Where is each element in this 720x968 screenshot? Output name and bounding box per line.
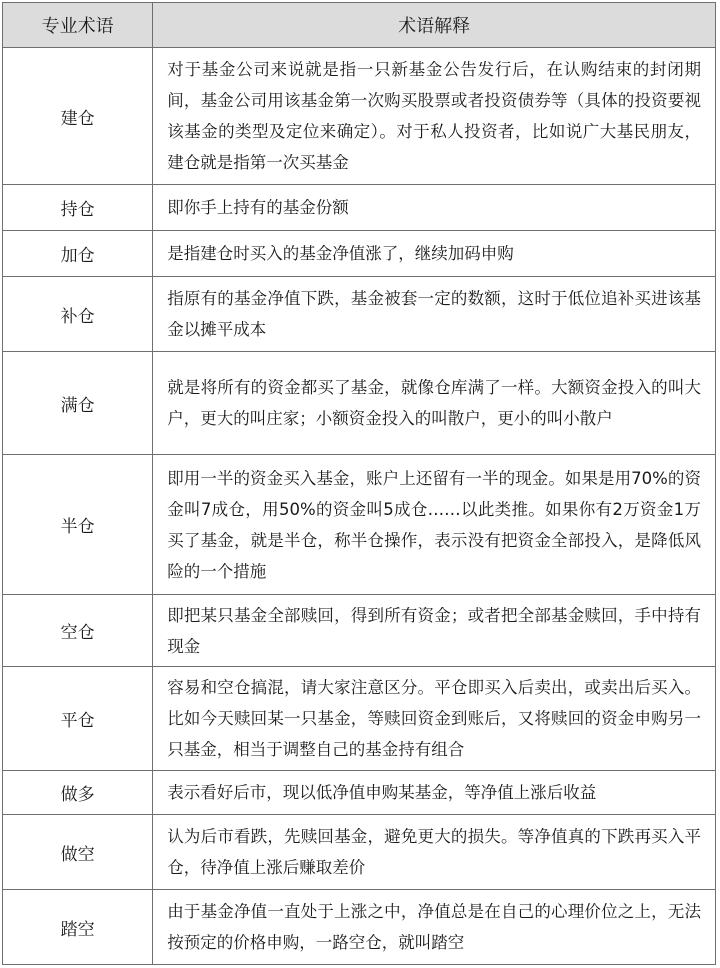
term-cell: 加仓 (3, 231, 153, 277)
definition-cell: 即你手上持有的基金份额 (153, 185, 716, 231)
term-cell: 半仓 (3, 455, 153, 595)
table-row (3, 455, 716, 595)
term-cell: 补仓 (3, 277, 153, 352)
definition-cell: 指原有的基金净值下跌，基金被套一定的数额，这时于低位追补买进该基金以摊平成本 (153, 277, 716, 352)
table-body (3, 48, 716, 965)
definition-cell: 即把某只基金全部赎回，得到所有资金；或者把全部基金赎回，手中持有现金 (153, 595, 716, 667)
definition-cell: 是指建仓时买入的基金净值涨了，继续加码申购 (153, 231, 716, 277)
term-cell: 持仓 (3, 185, 153, 231)
table-row (3, 352, 716, 455)
table-row (3, 48, 716, 185)
term-cell: 做多 (3, 771, 153, 815)
header-term: 专业术语 (3, 3, 153, 48)
table-row (3, 667, 716, 771)
table-header (3, 3, 716, 48)
table-row (3, 815, 716, 890)
term-cell: 做空 (3, 815, 153, 890)
header-row (3, 3, 716, 48)
term-cell: 建仓 (3, 48, 153, 185)
definition-cell: 容易和空仓搞混，请大家注意区分。平仓即买入后卖出，或卖出后买入。比如今天赎回某一只基金，等赎回资金到账后，又将赎回的资金申购另一只基金，相当于调整自己的基金持有组合 (153, 667, 716, 771)
table-row (3, 771, 716, 815)
glossary-table (2, 2, 716, 965)
term-cell: 满仓 (3, 352, 153, 455)
definition-cell: 就是将所有的资金都买了基金，就像仓库满了一样。大额资金投入的叫大户，更大的叫庄家；小额资金投入的叫散户，更小的叫小散户 (153, 352, 716, 455)
definition-cell: 表示看好后市，现以低净值申购某基金，等净值上涨后收益 (153, 771, 716, 815)
definition-cell: 即用一半的资金买入基金，账户上还留有一半的现金。如果是用70%的资金叫7成仓，用50%的资金叫5成仓……以此类推。如果你有2万资金1万买了基金，就是半仓，称半仓操作，表示没有把资金全部投入，是降低风险的一个措施 (153, 455, 716, 595)
definition-cell: 认为后市看跌，先赎回基金，避免更大的损失。等净值真的下跌再买入平仓，待净值上涨后赚取差价 (153, 815, 716, 890)
table-row (3, 185, 716, 231)
table-row (3, 277, 716, 352)
table-row (3, 231, 716, 277)
header-definition: 术语解释 (153, 3, 716, 48)
term-cell: 空仓 (3, 595, 153, 667)
definition-cell: 由于基金净值一直处于上涨之中，净值总是在自己的心理价位之上，无法按预定的价格申购，一路空仓，就叫踏空 (153, 890, 716, 965)
term-cell: 踏空 (3, 890, 153, 965)
table-row (3, 890, 716, 965)
term-cell: 平仓 (3, 667, 153, 771)
definition-cell: 对于基金公司来说就是指一只新基金公告发行后，在认购结束的封闭期间，基金公司用该基金第一次购买股票或者投资债券等（具体的投资要视该基金的类型及定位来确定）。对于私人投资者，比如说广大基民朋友，建仓就是指第一次买基金 (153, 48, 716, 185)
table-row (3, 595, 716, 667)
